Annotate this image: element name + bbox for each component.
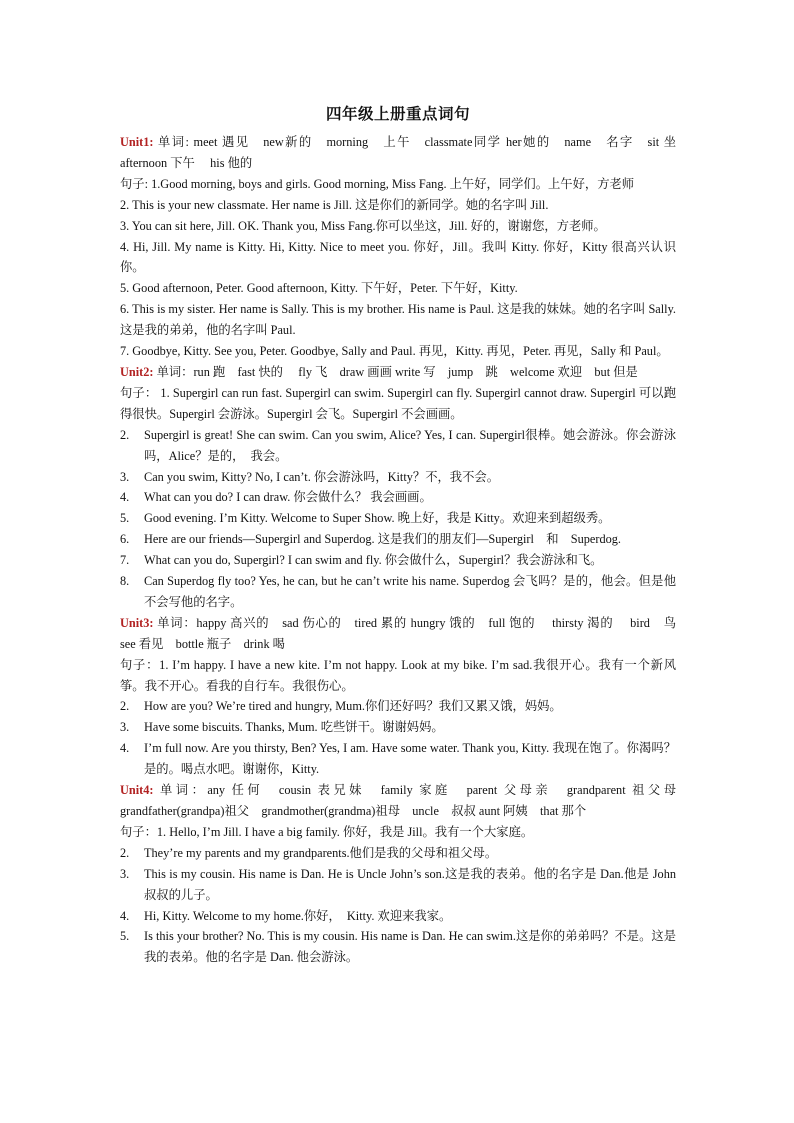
item-number: 5. [120, 929, 130, 944]
unit-words-line [120, 613, 689, 655]
unit-section [120, 780, 676, 968]
unit-label: Unit3: [120, 615, 154, 630]
numbered-sentence [120, 906, 676, 927]
unit-words: 单词：happy 高兴的 sad 伤心的 tired 累的 hungry 饿的 full 饱的 thirsty 渴的 bird 鸟 see 看见 bottle 瓶子 drink 喝 [120, 615, 689, 651]
unit-words: 单词：run 跑 fast 快的 fly 飞 draw 画画 write 写 jump 跳 welcome 欢迎 but 但是 [156, 364, 638, 379]
item-text: I’m full now. Are you thirsty, Ben? Yes, I am. Have some water. Thank you, Kitty. 我现在饱了。你渴吗？是的。喝点水吧。谢谢你，Kitty. [144, 741, 676, 777]
item-number: 4. [120, 490, 130, 505]
item-number: 3. [120, 720, 130, 735]
unit-section [120, 613, 689, 780]
sentence-first: 句子：1. Hello, I’m Jill. I have a big family. 你好，我是 Jill。我有一个大家庭。 [120, 824, 534, 839]
numbered-sentence [120, 696, 676, 717]
document-page [120, 104, 689, 968]
sections-container [120, 132, 689, 968]
item-text: What can you do? I can draw. 你会做什么？ 我会画画。 [144, 490, 432, 505]
item-number: 8. [120, 574, 130, 589]
sentence-line: 3. You can sit here, Jill. OK. Thank you, Miss Fang.你可以坐这，Jill. 好的，谢谢您，方老师。 [120, 218, 606, 233]
item-number: 3. [120, 866, 130, 881]
numbered-sentence [120, 864, 676, 906]
item-text: Can you swim, Kitty? No, I can’t. 你会游泳吗，Kitty？不，我不会。 [144, 469, 499, 484]
numbered-sentence [120, 926, 676, 968]
item-number: 4. [120, 741, 130, 756]
item-text: Supergirl is great! She can swim. Can you swim, Alice? Yes, I can. Supergirl很棒。她会游泳。你会游泳吗，Alice？是的， 我会。 [144, 427, 676, 463]
unit-label: Unit4: [120, 783, 154, 798]
sentence-line: 6. This is my sister. Her name is Sally. This is my brother. His name is Paul. 这是我的妹妹。她的名字叫 Sally. 这是我的弟弟，他的名字叫 Paul. [120, 302, 676, 338]
sentence-first: 句子：1. I’m happy. I have a new kite. I’m not happy. Look at my bike. I’m sad.我很开心。我有一个新风筝。我不开心。看我的自行车。我很伤心。 [120, 657, 676, 693]
item-number: 2. [120, 427, 130, 442]
numbered-sentence [120, 738, 676, 780]
sentence-line: 4. Hi, Jill. My name is Kitty. Hi, Kitty. Nice to meet you. 你好，Jill。我叫 Kitty. 你好，Kitty 很高兴认识你。 [120, 239, 676, 275]
item-number: 3. [120, 469, 130, 484]
item-number: 6. [120, 532, 130, 547]
sentence-first: 句子： 1. Supergirl can run fast. Supergirl can swim. Supergirl can fly. Supergirl cannot draw. Supergirl 可以跑得很快。Supergirl 会游泳。Supergirl 会飞。Supergirl 不会画画。 [120, 385, 676, 421]
numbered-sentence [120, 529, 676, 550]
unit-label: Unit1: [120, 135, 154, 149]
unit-words-line [120, 362, 676, 383]
numbered-sentence [120, 717, 676, 738]
item-number: 5. [120, 511, 130, 526]
numbered-sentence [120, 467, 676, 488]
item-number: 2. [120, 845, 130, 860]
item-text: Have some biscuits. Thanks, Mum. 吃些饼干。谢谢妈妈。 [144, 720, 444, 735]
page-title: 四年级上册重点词句 [325, 106, 470, 123]
item-text: Is this your brother? No. This is my cousin. His name is Dan. He can swim.这是你的弟弟吗？不是。这是我的表弟。他的名字是 Dan. 他会游泳。 [144, 929, 676, 965]
numbered-sentence [120, 550, 676, 571]
unit-section [120, 132, 689, 362]
item-text: Can Superdog fly too? Yes, he can, but he can’t write his name. Superdog 会飞吗？是的，他会。但是他不会写他的名字。 [144, 574, 676, 609]
item-number: 4. [120, 908, 130, 923]
numbered-sentence [120, 487, 676, 508]
sentence-line: 7. Goodbye, Kitty. See you, Peter. Goodbye, Sally and Paul. 再见，Kitty. 再见，Peter. 再见，Sally 和 Paul。 [120, 344, 669, 359]
sentence-line: 2. This is your new classmate. Her name is Jill. 这是你们的新同学。她的名字叫 Jill. [120, 197, 549, 212]
item-number: 7. [120, 553, 130, 568]
sentence-first: 句子: 1.Good morning, boys and girls. Good morning, Miss Fang. 上午好，同学们。上午好，方老师 [120, 176, 635, 191]
unit-section [120, 362, 676, 613]
numbered-sentence [120, 843, 676, 864]
item-number: 2. [120, 699, 130, 714]
sentence-line: 5. Good afternoon, Peter. Good afternoon, Kitty. 下午好，Peter. 下午好，Kitty. [120, 281, 518, 296]
numbered-sentence [120, 508, 676, 529]
item-text: This is my cousin. His name is Dan. He is Uncle John’s son.这是我的表弟。他的名字是 Dan.他是 John 叔叔的儿子。 [144, 866, 676, 902]
item-text: Here are our friends—Supergirl and Superdog. 这是我们的朋友们—Supergirl 和 Superdog. [144, 532, 622, 547]
item-text: Hi, Kitty. Welcome to my home.你好， Kitty. 欢迎来我家。 [144, 908, 452, 923]
numbered-sentence [120, 571, 676, 613]
item-text: They’re my parents and my grandparents.他们是我的父母和祖父母。 [144, 845, 498, 860]
unit-words-line [120, 132, 689, 174]
numbered-sentence [120, 425, 676, 467]
unit-words: 单词：any 任何 cousin 表兄妹 family 家庭 parent 父母亲 grandparent 祖父母 grandfather(grandpa)祖父 grandmother(grandma)祖母 uncle 叔叔 aunt 阿姨 that 那个 [120, 783, 676, 818]
item-text: What can you do, Supergirl? I can swim and fly. 你会做什么，Supergirl？我会游泳和飞。 [144, 553, 603, 568]
unit-words: 单词: meet 遇见 new新的 morning 上午 classmate同学 her她的 name 名字 sit 坐 afternoon 下午 his 他的 [120, 135, 689, 170]
unit-label: Unit2: [120, 364, 154, 379]
item-text: How are you? We’re tired and hungry, Mum.你们还好吗？我们又累又饿，妈妈。 [144, 699, 562, 714]
item-text: Good evening. I’m Kitty. Welcome to Super Show. 晚上好，我是 Kitty。欢迎来到超级秀。 [144, 511, 611, 526]
unit-words-line [120, 780, 676, 822]
